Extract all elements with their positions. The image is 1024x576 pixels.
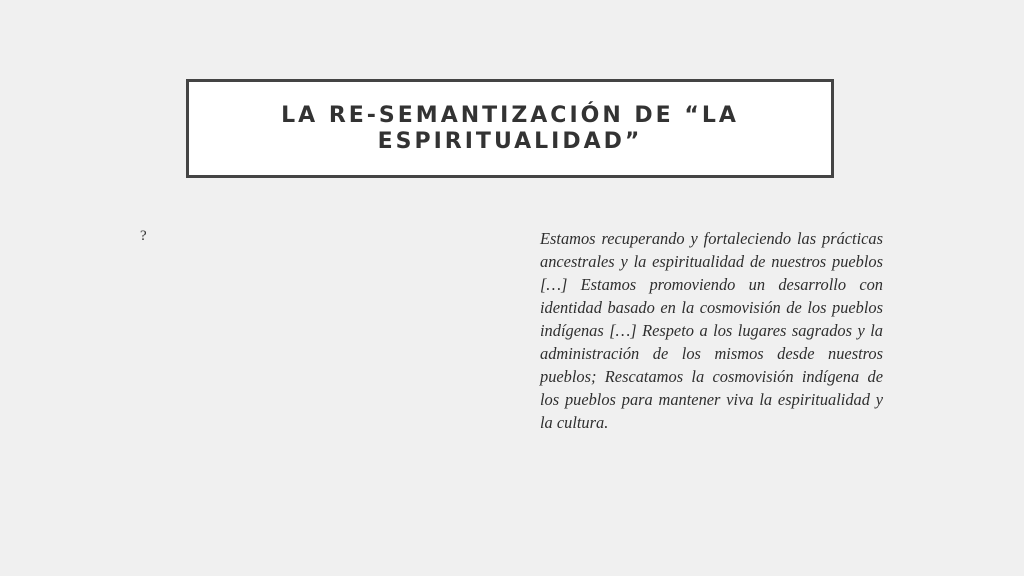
left-placeholder-mark: ? bbox=[140, 228, 147, 244]
title-box bbox=[186, 79, 834, 178]
quote-paragraph: Estamos recuperando y fortaleciendo las prácticas ancestrales y la espiritualidad de nuestros pueblos […] Estamos promoviendo un desarrollo con identidad basado en la cosmovisión de los pueblos indígenas […] Respeto a los lugares sagrados y la administración de los mismos desde nuestros pueblos; Rescatamos la cosmovisión indígena de los pueblos para mantener viva la espiritualidad y la cultura. bbox=[540, 229, 883, 432]
slide-title: LA RE-SEMANTIZACIÓN DE “LA ESPIRITUALIDAD” bbox=[281, 102, 739, 154]
